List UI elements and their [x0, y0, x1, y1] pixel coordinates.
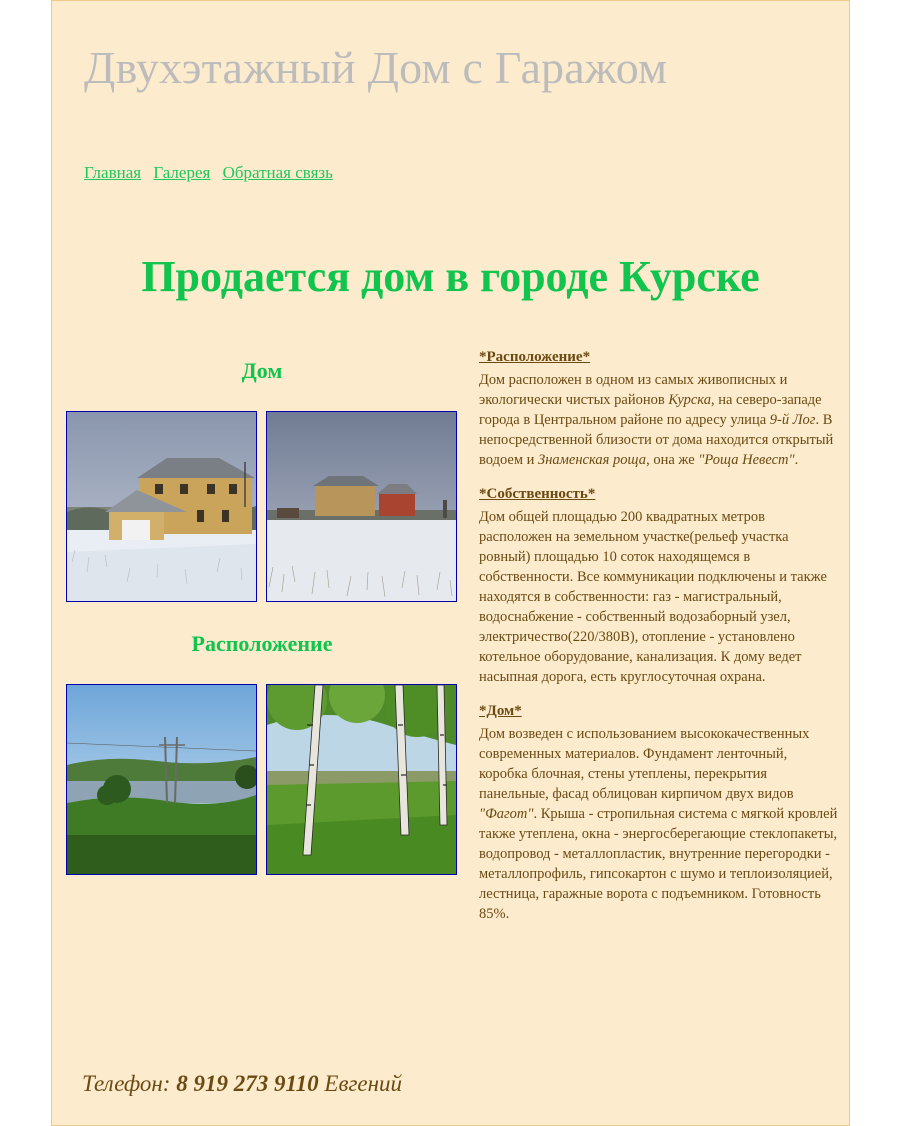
location-photo-1[interactable]: [66, 684, 257, 875]
contact-name: Евгений: [318, 1071, 403, 1096]
location-text-part: , на северо-западе города в Центральном районе по адресу улица: [479, 392, 822, 428]
nav-link-feedback[interactable]: Обратная связь: [222, 163, 333, 182]
house-text-part: . Крыша - стропильная система с мягкой кровлей также утеплена, окна - энергосберегающие стеклопакеты, водопровод - металлопластик, внутренние перегородки - металлопрофиль, гипсокартон с шумо и теплоизоляцией, лестница, гаражные ворота с подъемником. Готовность 85%.: [479, 806, 838, 922]
brick-brand: "Фагот": [479, 806, 534, 822]
contact-phone: [82, 1071, 402, 1097]
main-nav: [84, 163, 341, 183]
location-text: [479, 370, 839, 470]
house-photo-1[interactable]: [66, 411, 257, 602]
page-headline: Продается дом в городе Курске: [141, 252, 760, 301]
house-front-image: [67, 412, 256, 601]
house-photo-2[interactable]: [266, 411, 457, 602]
ownership-heading: *Собственность*: [479, 486, 596, 502]
house-text-part: Дом возведен с использованием высококачественных современных материалов. Фундамент ленточный, коробка блочная, стены утеплены, перекрытия панельные, фасад облицован кирпичом двух видов: [479, 726, 810, 802]
location-photo-2[interactable]: [266, 684, 457, 875]
location-text-part: . В непосредственной близости от дома находится открытый водоем и: [479, 412, 834, 468]
location-text-part: Дом расположен в одном из самых живописных и экологически чистых районов: [479, 372, 788, 408]
info-column: [479, 349, 839, 940]
location-heading: *Расположение*: [479, 349, 591, 365]
house-text: [479, 724, 839, 924]
house-gallery-title: Дом: [241, 358, 283, 383]
house-distant-image: [267, 412, 456, 601]
street-name: 9-й Лог: [769, 412, 816, 428]
location-text-part: .: [794, 452, 799, 468]
phone-number: 8 919 273 9110: [176, 1071, 319, 1096]
grove-nickname: "Роща Невест": [698, 452, 795, 468]
phone-label: Телефон:: [82, 1071, 177, 1096]
lake-view-image: [67, 685, 256, 874]
city-name: Курска: [668, 392, 711, 408]
nav-link-home[interactable]: Главная: [84, 163, 142, 182]
location-gallery-title: Расположение: [191, 631, 333, 656]
ownership-text: Дом общей площадью 200 квадратных метров расположен на земельном участке(рельеф участка ровный) площадью 10 соток находящемся в собственности. Все коммуникации подключены и также находятся в собственности: газ - магистральный, водоснабжение - собственный водозаборный узел, электричество(220/380В), отопление - установлено котельное оборудование, канализация. К дому ведет насыпная дорога, есть круглосуточная охрана.: [479, 509, 827, 685]
site-title: Двухэтажный Дом с Гаражом: [84, 42, 668, 93]
birch-grove-image: [267, 685, 456, 874]
page-container: [51, 0, 850, 1126]
location-text-part: , она же: [646, 452, 699, 468]
house-heading: *Дом*: [479, 703, 522, 719]
nav-link-gallery[interactable]: Галерея: [153, 163, 211, 182]
grove-name: Знаменская роща: [538, 452, 647, 468]
